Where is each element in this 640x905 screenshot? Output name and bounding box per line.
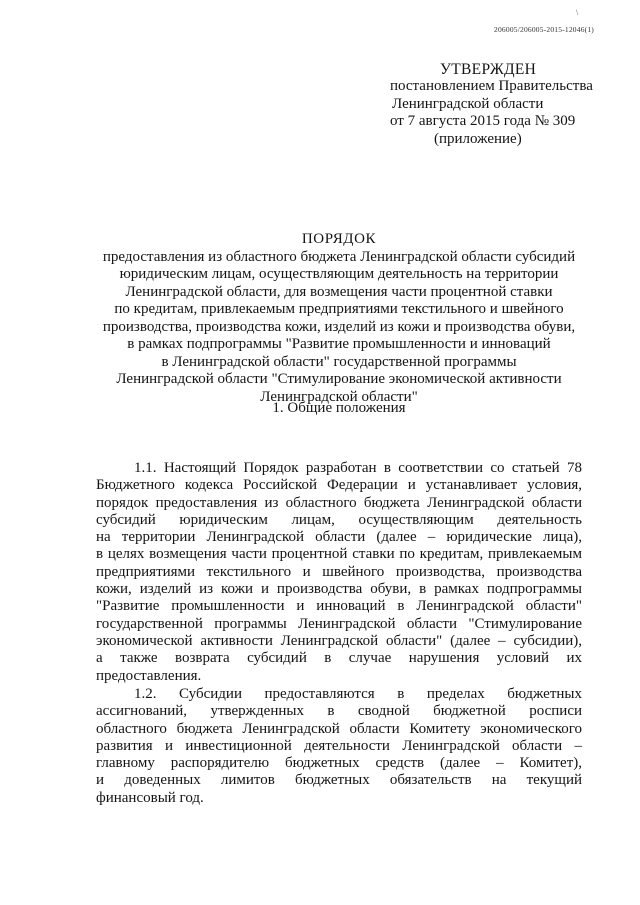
paragraph-line: государственной программы Ленинградской области "Стимулирование [96,615,582,632]
section-heading: 1. Общие положения [272,400,406,416]
corner-scan-mark: \ [576,8,579,17]
title-line: по кредитам, привлекаемым предприятиями текстильного и швейного [114,301,564,317]
paragraph-line: 1.2. Субсидии предоставляются в пределах бюджетных [134,686,582,702]
paragraph-line: развития и инвестиционной деятельности Ленинградской области – [96,737,582,754]
title-line: Ленинградской области" [260,388,418,405]
approval-line: постановлением Правительства [390,78,593,95]
title-line: Ленинградской области "Стимулирование экономической активности [116,371,562,387]
document-heading: ПОРЯДОК [301,231,377,247]
approval-date-line: от 7 августа 2015 года № 309 [390,112,576,129]
paragraph-line: субсидий юридическим лицам, осуществляющим деятельность [96,511,582,528]
paragraph-line: главному распорядителю бюджетных средств (далее – Комитет), [96,755,582,772]
paragraph-line: Бюджетного кодекса Российской Федерации и устанавливает условия, [96,477,582,494]
title-line: в рамках подпрограммы "Развитие промышленности и инноваций [127,336,551,352]
paragraph-line: "Развитие промышленности и инноваций в Ленинградской области" [96,598,582,615]
paragraph-line: предоставления. [96,667,202,684]
paragraph-line: финансовый год. [96,789,204,806]
document-title-block [96,231,582,406]
paragraph-line: областного бюджета Ленинградской области Комитету экономического [96,720,582,737]
paragraph-line: ассигнований, утвержденных в сводной бюджетной росписи [96,703,582,720]
approval-line: Ленинградской области [392,95,544,112]
approval-title: УТВЕРЖДЕН [440,61,537,78]
paragraph-line: экономической активности Ленинградской области" (далее – субсидии), [96,632,582,649]
paragraph-line: а также возврата субсидий в случае нарушения условий их [96,650,582,667]
paragraph-1-2 [96,686,582,807]
paragraph-line: в целях возмещения части процентной ставки по кредитам, привлекаемым [96,546,582,563]
approval-stamp-block [388,61,608,148]
document-id: 206005/206005-2015-12046(1) [494,25,594,34]
paragraph-line: предприятиями текстильного и швейного производства, производства [96,563,582,580]
approval-appendix-note: (приложение) [434,131,522,148]
paragraph-line: на территории Ленинградской области (далее – юридические лица), [96,529,582,546]
title-line: производства, производства кожи, изделий из кожи и производства обуви, [102,318,576,335]
title-line: юридическим лицам, осуществляющим деятельность на территории [119,266,559,282]
title-line: в Ленинградской области" государственной программы [161,353,517,370]
paragraph-line: и доведенных лимитов бюджетных обязательств на текущий [96,772,582,789]
paragraph-line: порядок предоставления из областного бюджета Ленинградской области [96,494,582,511]
title-line: предоставления из областного бюджета Ленинградской области субсидий [102,248,576,265]
paragraph-line: кожи, изделий из кожи и производства обуви, в рамках подпрограммы [96,581,582,598]
title-line: Ленинградской области, для возмещения части процентной ставки [125,283,553,300]
paragraph-line: 1.1. Настоящий Порядок разработан в соответствии со статьей 78 [134,460,582,476]
paragraph-1-1 [96,460,582,685]
